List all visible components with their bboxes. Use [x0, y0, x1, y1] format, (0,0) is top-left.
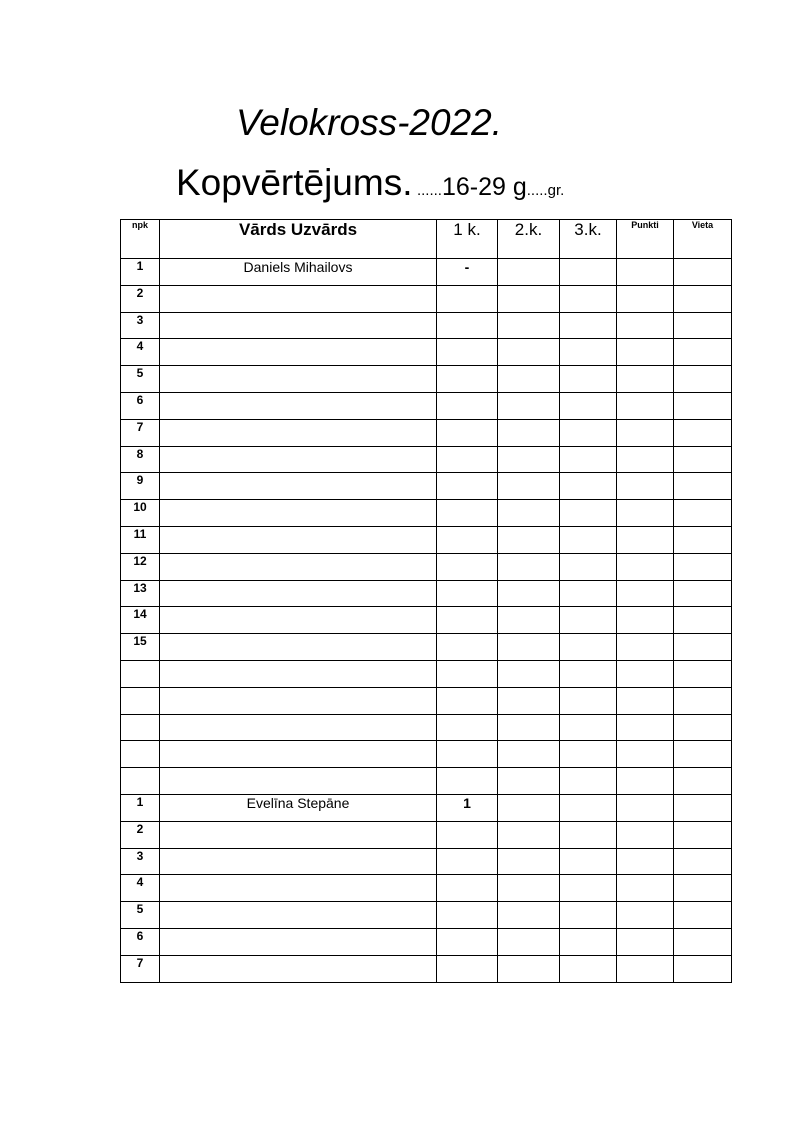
cell-round-1 — [437, 634, 498, 661]
header-round-1: 1 k. — [437, 220, 498, 259]
cell-name — [160, 366, 437, 393]
cell-points — [617, 553, 674, 580]
cell-name — [160, 526, 437, 553]
cell-name — [160, 848, 437, 875]
cell-round-3 — [560, 500, 617, 527]
cell-round-2 — [498, 875, 560, 902]
cell-name — [160, 634, 437, 661]
cell-place — [674, 473, 732, 500]
cell-npk: 6 — [121, 928, 160, 955]
cell-name — [160, 660, 437, 687]
cell-place — [674, 660, 732, 687]
cell-name — [160, 768, 437, 795]
subtitle-age-group: 16-29 g — [441, 173, 527, 201]
table-row — [121, 741, 732, 768]
cell-place — [674, 687, 732, 714]
cell-name — [160, 285, 437, 312]
cell-round-3 — [560, 848, 617, 875]
cell-place — [674, 928, 732, 955]
cell-points — [617, 634, 674, 661]
cell-place — [674, 902, 732, 929]
cell-round-3 — [560, 553, 617, 580]
cell-npk: 2 — [121, 821, 160, 848]
cell-name — [160, 902, 437, 929]
table-row — [121, 500, 732, 527]
cell-round-1 — [437, 687, 498, 714]
cell-name — [160, 928, 437, 955]
cell-round-1 — [437, 366, 498, 393]
cell-round-2 — [498, 526, 560, 553]
cell-round-1 — [437, 580, 498, 607]
cell-round-3 — [560, 526, 617, 553]
cell-round-3 — [560, 607, 617, 634]
cell-name — [160, 553, 437, 580]
table-row — [121, 285, 732, 312]
cell-name — [160, 687, 437, 714]
cell-place — [674, 634, 732, 661]
header-round-3: 3.k. — [560, 220, 617, 259]
cell-points — [617, 660, 674, 687]
table-row — [121, 392, 732, 419]
cell-round-2 — [498, 419, 560, 446]
cell-name — [160, 446, 437, 473]
cell-round-1 — [437, 339, 498, 366]
cell-place — [674, 955, 732, 982]
cell-place — [674, 312, 732, 339]
cell-name — [160, 419, 437, 446]
results-table — [120, 219, 732, 983]
cell-round-2 — [498, 259, 560, 286]
cell-points — [617, 687, 674, 714]
cell-npk: 12 — [121, 553, 160, 580]
cell-round-2 — [498, 794, 560, 821]
header-points: Punkti — [617, 220, 674, 259]
cell-round-3 — [560, 419, 617, 446]
cell-round-2 — [498, 848, 560, 875]
cell-name: Evelīna Stepāne — [160, 794, 437, 821]
cell-points — [617, 526, 674, 553]
cell-round-1 — [437, 392, 498, 419]
cell-round-2 — [498, 928, 560, 955]
cell-place — [674, 446, 732, 473]
cell-npk: 4 — [121, 875, 160, 902]
cell-round-3 — [560, 955, 617, 982]
cell-place — [674, 392, 732, 419]
cell-points — [617, 285, 674, 312]
document-title: Velokross-2022. — [236, 102, 502, 143]
cell-round-2 — [498, 446, 560, 473]
cell-place — [674, 768, 732, 795]
cell-round-1 — [437, 848, 498, 875]
cell-points — [617, 339, 674, 366]
cell-points — [617, 768, 674, 795]
table-row — [121, 687, 732, 714]
table-row — [121, 875, 732, 902]
table-row — [121, 955, 732, 982]
cell-round-2 — [498, 902, 560, 929]
cell-npk: 14 — [121, 607, 160, 634]
cell-points — [617, 955, 674, 982]
cell-npk: 5 — [121, 902, 160, 929]
cell-place — [674, 285, 732, 312]
table-row — [121, 794, 732, 821]
cell-npk: 4 — [121, 339, 160, 366]
table-row — [121, 312, 732, 339]
cell-round-3 — [560, 875, 617, 902]
cell-name — [160, 312, 437, 339]
cell-round-1 — [437, 526, 498, 553]
table-row — [121, 553, 732, 580]
cell-npk — [121, 768, 160, 795]
cell-points — [617, 312, 674, 339]
cell-round-1 — [437, 419, 498, 446]
cell-name — [160, 821, 437, 848]
table-row — [121, 714, 732, 741]
cell-place — [674, 794, 732, 821]
cell-place — [674, 741, 732, 768]
cell-round-3 — [560, 392, 617, 419]
cell-round-3 — [560, 741, 617, 768]
cell-name — [160, 500, 437, 527]
cell-round-2 — [498, 339, 560, 366]
cell-place — [674, 848, 732, 875]
cell-npk: 10 — [121, 500, 160, 527]
cell-name — [160, 607, 437, 634]
cell-npk — [121, 741, 160, 768]
cell-place — [674, 259, 732, 286]
cell-round-3 — [560, 580, 617, 607]
cell-npk: 5 — [121, 366, 160, 393]
cell-place — [674, 526, 732, 553]
cell-name — [160, 714, 437, 741]
cell-place — [674, 875, 732, 902]
header-name: Vārds Uzvārds — [160, 220, 437, 259]
cell-round-3 — [560, 687, 617, 714]
cell-npk: 9 — [121, 473, 160, 500]
cell-round-2 — [498, 392, 560, 419]
cell-round-2 — [498, 741, 560, 768]
cell-round-1 — [437, 768, 498, 795]
cell-npk: 7 — [121, 419, 160, 446]
cell-place — [674, 821, 732, 848]
cell-round-3 — [560, 312, 617, 339]
cell-round-1 — [437, 500, 498, 527]
cell-round-1 — [437, 821, 498, 848]
cell-round-2 — [498, 580, 560, 607]
document-subtitle — [176, 162, 564, 204]
cell-place — [674, 580, 732, 607]
table-row — [121, 660, 732, 687]
subtitle-main: Kopvērtējums. — [176, 162, 413, 203]
cell-name: Daniels Mihailovs — [160, 259, 437, 286]
cell-round-2 — [498, 714, 560, 741]
cell-points — [617, 500, 674, 527]
header-npk: npk — [121, 220, 160, 259]
cell-round-2 — [498, 821, 560, 848]
cell-round-1 — [437, 553, 498, 580]
cell-npk: 6 — [121, 392, 160, 419]
cell-round-1 — [437, 928, 498, 955]
cell-round-1 — [437, 660, 498, 687]
cell-points — [617, 875, 674, 902]
cell-npk — [121, 687, 160, 714]
cell-round-2 — [498, 634, 560, 661]
cell-round-3 — [560, 714, 617, 741]
cell-name — [160, 875, 437, 902]
table-row — [121, 634, 732, 661]
cell-round-1 — [437, 955, 498, 982]
cell-points — [617, 848, 674, 875]
header-place: Vieta — [674, 220, 732, 259]
table-row — [121, 768, 732, 795]
cell-round-3 — [560, 928, 617, 955]
cell-round-2 — [498, 660, 560, 687]
cell-points — [617, 446, 674, 473]
subtitle-dots-2: ..... — [526, 182, 548, 199]
cell-points — [617, 741, 674, 768]
cell-round-2 — [498, 366, 560, 393]
cell-name — [160, 392, 437, 419]
header-round-2: 2.k. — [498, 220, 560, 259]
cell-round-1 — [437, 741, 498, 768]
table-row — [121, 419, 732, 446]
table-row — [121, 259, 732, 286]
cell-place — [674, 419, 732, 446]
cell-npk: 7 — [121, 955, 160, 982]
cell-round-3 — [560, 259, 617, 286]
table-row — [121, 848, 732, 875]
cell-round-2 — [498, 687, 560, 714]
table-row — [121, 473, 732, 500]
subtitle-gr: gr. — [547, 182, 565, 199]
table-row — [121, 821, 732, 848]
cell-round-3 — [560, 339, 617, 366]
cell-place — [674, 500, 732, 527]
cell-npk — [121, 660, 160, 687]
cell-place — [674, 366, 732, 393]
cell-npk: 13 — [121, 580, 160, 607]
cell-npk: 3 — [121, 312, 160, 339]
table-row — [121, 580, 732, 607]
cell-place — [674, 553, 732, 580]
cell-round-2 — [498, 553, 560, 580]
cell-points — [617, 714, 674, 741]
cell-name — [160, 473, 437, 500]
cell-round-2 — [498, 607, 560, 634]
cell-name — [160, 741, 437, 768]
cell-points — [617, 821, 674, 848]
cell-round-2 — [498, 768, 560, 795]
cell-points — [617, 580, 674, 607]
cell-round-1 — [437, 473, 498, 500]
cell-points — [617, 419, 674, 446]
table-row — [121, 339, 732, 366]
cell-npk: 1 — [121, 259, 160, 286]
table-row — [121, 526, 732, 553]
cell-round-3 — [560, 634, 617, 661]
cell-round-2 — [498, 500, 560, 527]
cell-round-3 — [560, 794, 617, 821]
cell-round-3 — [560, 446, 617, 473]
cell-round-2 — [498, 312, 560, 339]
cell-npk: 11 — [121, 526, 160, 553]
cell-round-3 — [560, 768, 617, 795]
cell-round-3 — [560, 366, 617, 393]
cell-points — [617, 928, 674, 955]
cell-points — [617, 607, 674, 634]
cell-npk — [121, 714, 160, 741]
subtitle-dots-1: ...... — [416, 182, 442, 199]
cell-round-1 — [437, 714, 498, 741]
cell-round-1 — [437, 285, 498, 312]
cell-round-1 — [437, 875, 498, 902]
table-row — [121, 366, 732, 393]
cell-npk: 1 — [121, 794, 160, 821]
cell-round-3 — [560, 473, 617, 500]
cell-round-2 — [498, 285, 560, 312]
cell-round-1 — [437, 312, 498, 339]
cell-round-2 — [498, 473, 560, 500]
cell-round-3 — [560, 821, 617, 848]
cell-round-1: - — [437, 259, 498, 286]
table-row — [121, 928, 732, 955]
cell-points — [617, 259, 674, 286]
cell-npk: 8 — [121, 446, 160, 473]
cell-round-1: 1 — [437, 794, 498, 821]
table-row — [121, 446, 732, 473]
table-row — [121, 902, 732, 929]
cell-round-2 — [498, 955, 560, 982]
table-row — [121, 607, 732, 634]
cell-points — [617, 902, 674, 929]
cell-round-3 — [560, 902, 617, 929]
cell-npk: 3 — [121, 848, 160, 875]
cell-points — [617, 366, 674, 393]
cell-name — [160, 339, 437, 366]
cell-name — [160, 955, 437, 982]
cell-place — [674, 714, 732, 741]
cell-points — [617, 473, 674, 500]
cell-name — [160, 580, 437, 607]
cell-round-1 — [437, 902, 498, 929]
cell-npk: 15 — [121, 634, 160, 661]
cell-round-3 — [560, 285, 617, 312]
cell-round-1 — [437, 607, 498, 634]
cell-points — [617, 392, 674, 419]
cell-npk: 2 — [121, 285, 160, 312]
table-header-row — [121, 220, 732, 259]
cell-place — [674, 607, 732, 634]
cell-round-1 — [437, 446, 498, 473]
cell-round-3 — [560, 660, 617, 687]
cell-points — [617, 794, 674, 821]
cell-place — [674, 339, 732, 366]
